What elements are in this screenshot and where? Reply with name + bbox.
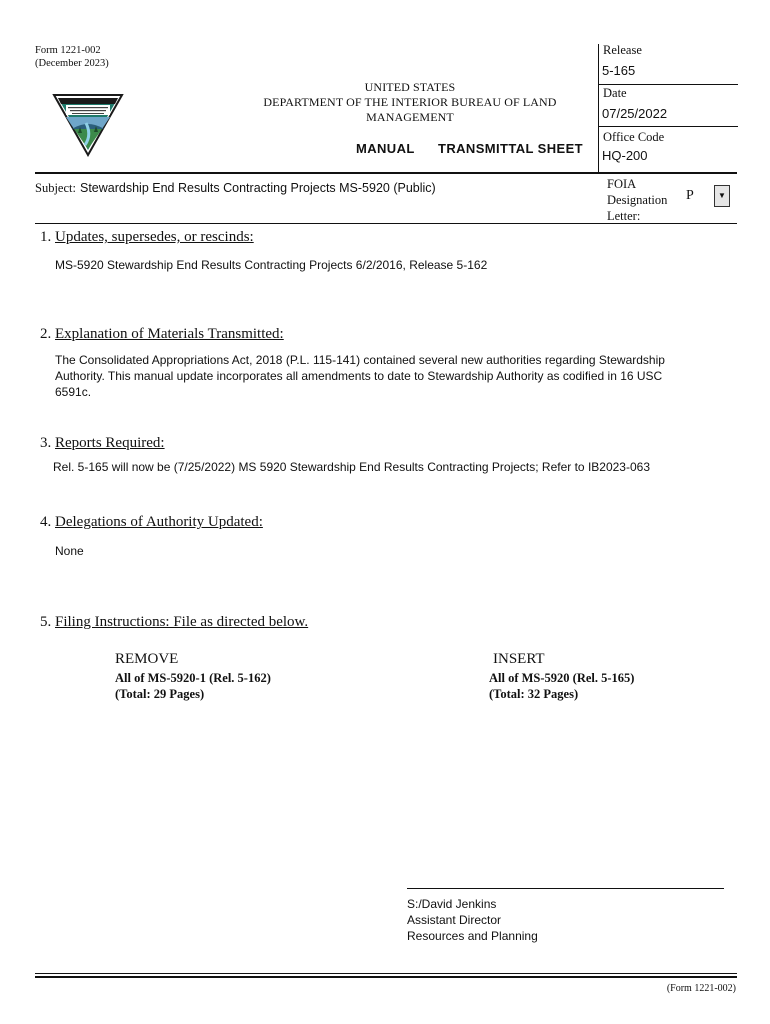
insert-column <box>489 651 634 702</box>
section-1-body: MS-5920 Stewardship End Results Contracting Projects 6/2/2016, Release 5-162 <box>55 258 488 272</box>
remove-item: All of MS-5920-1 (Rel. 5-162) <box>115 671 271 685</box>
form-number: Form 1221-002 <box>35 45 101 56</box>
section-1-title <box>40 229 254 246</box>
date-value[interactable]: 07/25/2022 <box>602 106 668 121</box>
foia-label-line: FOIA <box>607 177 637 191</box>
blm-shield-icon <box>52 93 124 157</box>
foia-designation-dropdown[interactable] <box>714 185 730 207</box>
signer-name: S:/David Jenkins <box>407 897 497 911</box>
remove-column <box>115 651 271 702</box>
meta-box-divider <box>598 44 599 174</box>
section-number: 4. <box>40 514 52 530</box>
footer-form-reference: (Form 1221-002) <box>666 983 736 994</box>
transmittal-sheet-label: TRANSMITTAL SHEET <box>438 141 583 156</box>
foia-label-line: Letter: <box>607 209 641 223</box>
office-code-label: Office Code <box>603 130 665 144</box>
section-heading: Explanation of Materials Transmitted: <box>55 326 284 342</box>
form-identifier <box>35 44 109 70</box>
manual-label: MANUAL <box>356 141 415 156</box>
release-value[interactable]: 5-165 <box>602 63 636 78</box>
date-label: Date <box>603 86 627 100</box>
subject-label: Subject: <box>35 181 76 195</box>
section-heading: Delegations of Authority Updated: <box>55 514 263 530</box>
subject-value[interactable]: Stewardship End Results Contracting Projects MS-5920 (Public) <box>80 181 436 195</box>
body-line: Authority. This manual update incorporates all amendments to date to Stewardship Authority as codified in 16 USC <box>55 369 663 383</box>
section-2-title <box>40 326 284 343</box>
section-number: 2. <box>40 326 52 342</box>
insert-item: All of MS-5920 (Rel. 5-165) <box>489 671 635 685</box>
section-2-body <box>55 352 665 400</box>
section-4-body: None <box>55 544 84 558</box>
agency-heading <box>245 80 575 125</box>
office-code-value[interactable]: HQ-200 <box>602 148 648 163</box>
body-line: 6591c. <box>55 385 92 399</box>
form-date: (December 2023) <box>35 58 109 69</box>
section-5-title <box>40 614 308 631</box>
section-number: 3. <box>40 435 52 451</box>
foia-label-line: Designation <box>607 193 668 207</box>
insert-heading: INSERT <box>493 651 545 667</box>
section-heading: Updates, supersedes, or rescinds: <box>55 229 254 245</box>
subject-rule <box>35 223 737 224</box>
section-3-title <box>40 435 165 452</box>
section-number: 5. <box>40 614 52 630</box>
meta-box-rule <box>598 84 738 85</box>
agency-line-3: MANAGEMENT <box>366 110 454 124</box>
release-label: Release <box>603 43 642 57</box>
foia-designation-label <box>607 176 667 224</box>
agency-line-2: DEPARTMENT OF THE INTERIOR BUREAU OF LAND <box>263 95 557 109</box>
body-line: The Consolidated Appropriations Act, 2018 (P.L. 115-141) contained several new authorities regarding Stewardship <box>55 353 665 367</box>
section-4-title <box>40 514 263 531</box>
signature-block <box>407 896 538 944</box>
header-rule <box>35 172 737 174</box>
signer-title: Assistant Director <box>407 913 502 927</box>
agency-line-1: UNITED STATES <box>364 80 456 94</box>
section-3-body: Rel. 5-165 will now be (7/25/2022) MS 5920 Stewardship End Results Contracting Projects; Refer to IB2023-063 <box>53 460 650 474</box>
signature-line <box>407 888 724 889</box>
footer-rule <box>35 976 737 978</box>
remove-heading: REMOVE <box>115 651 179 667</box>
section-heading: Filing Instructions: File as directed below. <box>55 614 309 630</box>
footer-rule <box>35 973 737 974</box>
section-heading: Reports Required: <box>55 435 165 451</box>
insert-total: (Total: 32 Pages) <box>489 687 579 701</box>
section-number: 1. <box>40 229 52 245</box>
chevron-down-icon: ▼ <box>718 191 726 200</box>
foia-designation-value[interactable]: P <box>686 188 694 203</box>
meta-box-rule <box>598 126 738 127</box>
remove-total: (Total: 29 Pages) <box>115 687 205 701</box>
signer-office: Resources and Planning <box>407 929 538 943</box>
